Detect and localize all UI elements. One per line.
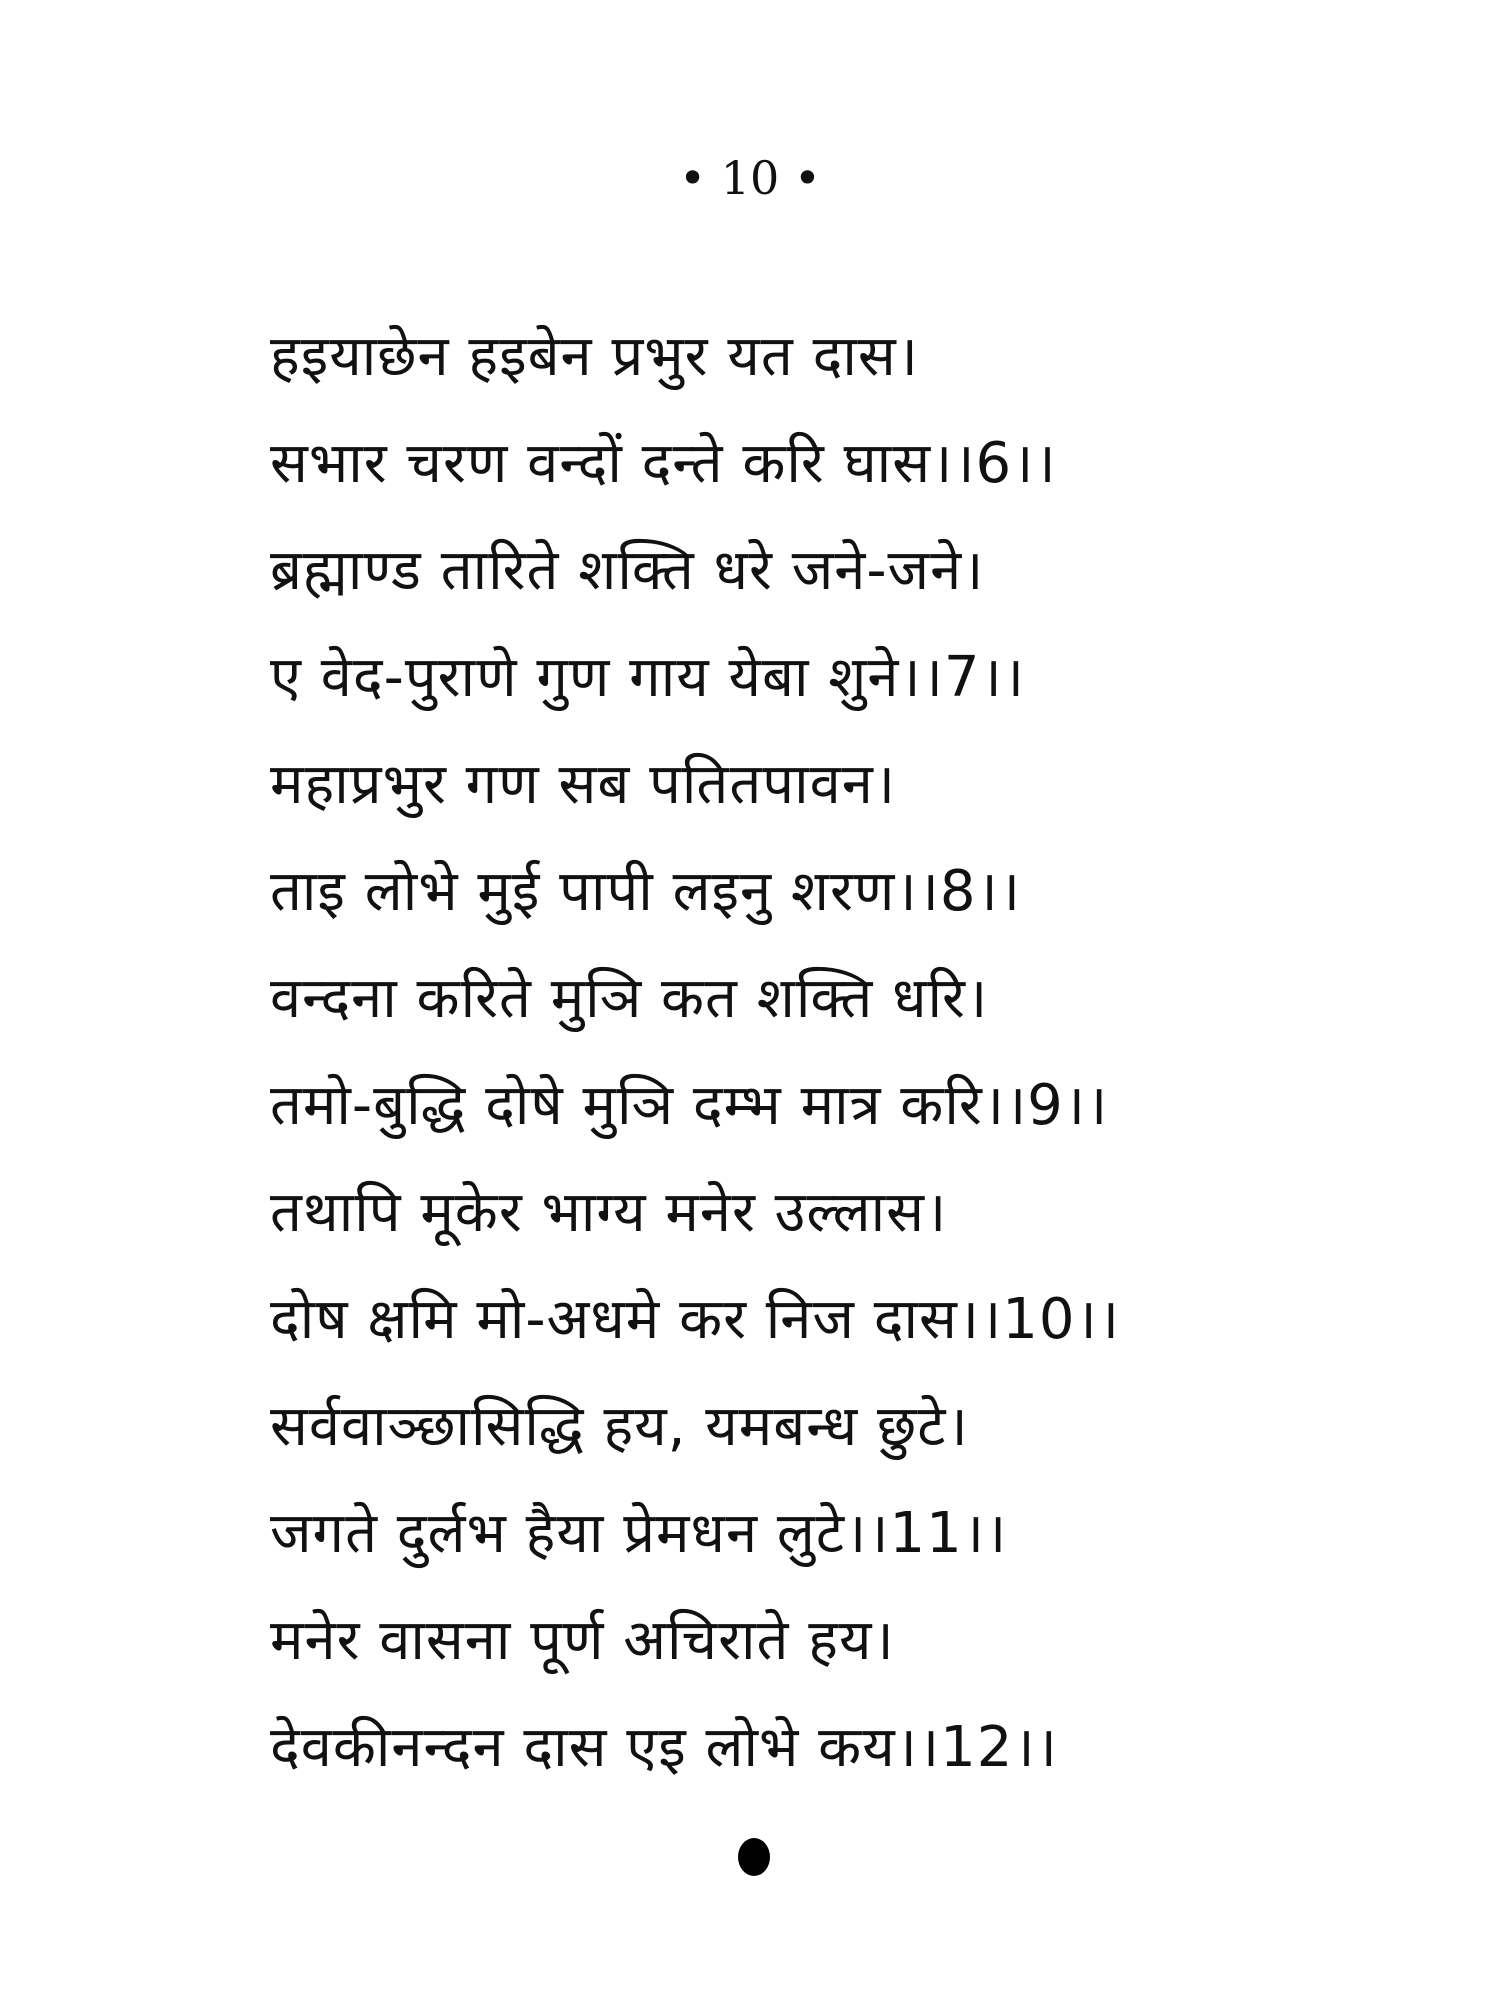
- verse-line: तथापि मूकेर भाग्य मनेर उल्लास।: [270, 1179, 948, 1245]
- verse-line: तमो-बुद्धि दोषे मुञि दम्भ मात्र करि।।9।।: [270, 1072, 1109, 1138]
- verse-line: हइयाछेन हइबेन प्रभुर यत दास।: [270, 323, 919, 389]
- verse-line: मनेर वासना पूर्ण अचिराते हय।: [270, 1607, 895, 1673]
- verse-line: दोष क्षमि मो-अधमे कर निज दास।।10।।: [270, 1286, 1120, 1352]
- verse-line: देवकीनन्दन दास एइ लोभे कय।।12।।: [270, 1714, 1058, 1780]
- page-number: • 10 •: [678, 151, 822, 205]
- verse-line: सभार चरण वन्दों दन्ते करि घास।।6।।: [270, 430, 1057, 496]
- verse-block: [270, 300, 1270, 1798]
- verse-line: सर्ववाञ्छासिद्धि हय, यमबन्ध छुटे।: [270, 1393, 969, 1459]
- verse-line: ब्रह्माण्ड तारिते शक्ति धरे जने-जने।: [270, 537, 985, 603]
- verse-line: जगते दुर्लभ हैया प्रेमधन लुटे।।11।।: [270, 1500, 1008, 1566]
- verse-line: महाप्रभुर गण सब पतितपावन।: [270, 751, 897, 817]
- verse-line: ताइ लोभे मुई पापी लइनु शरण।।8।।: [270, 858, 1021, 924]
- end-marker-dot: [738, 1838, 770, 1876]
- verse-line: वन्दना करिते मुञि कत शक्ति धरि।: [270, 965, 989, 1031]
- verse-line: ए वेद-पुराणे गुण गाय येबा शुने।।7।।: [270, 644, 1025, 710]
